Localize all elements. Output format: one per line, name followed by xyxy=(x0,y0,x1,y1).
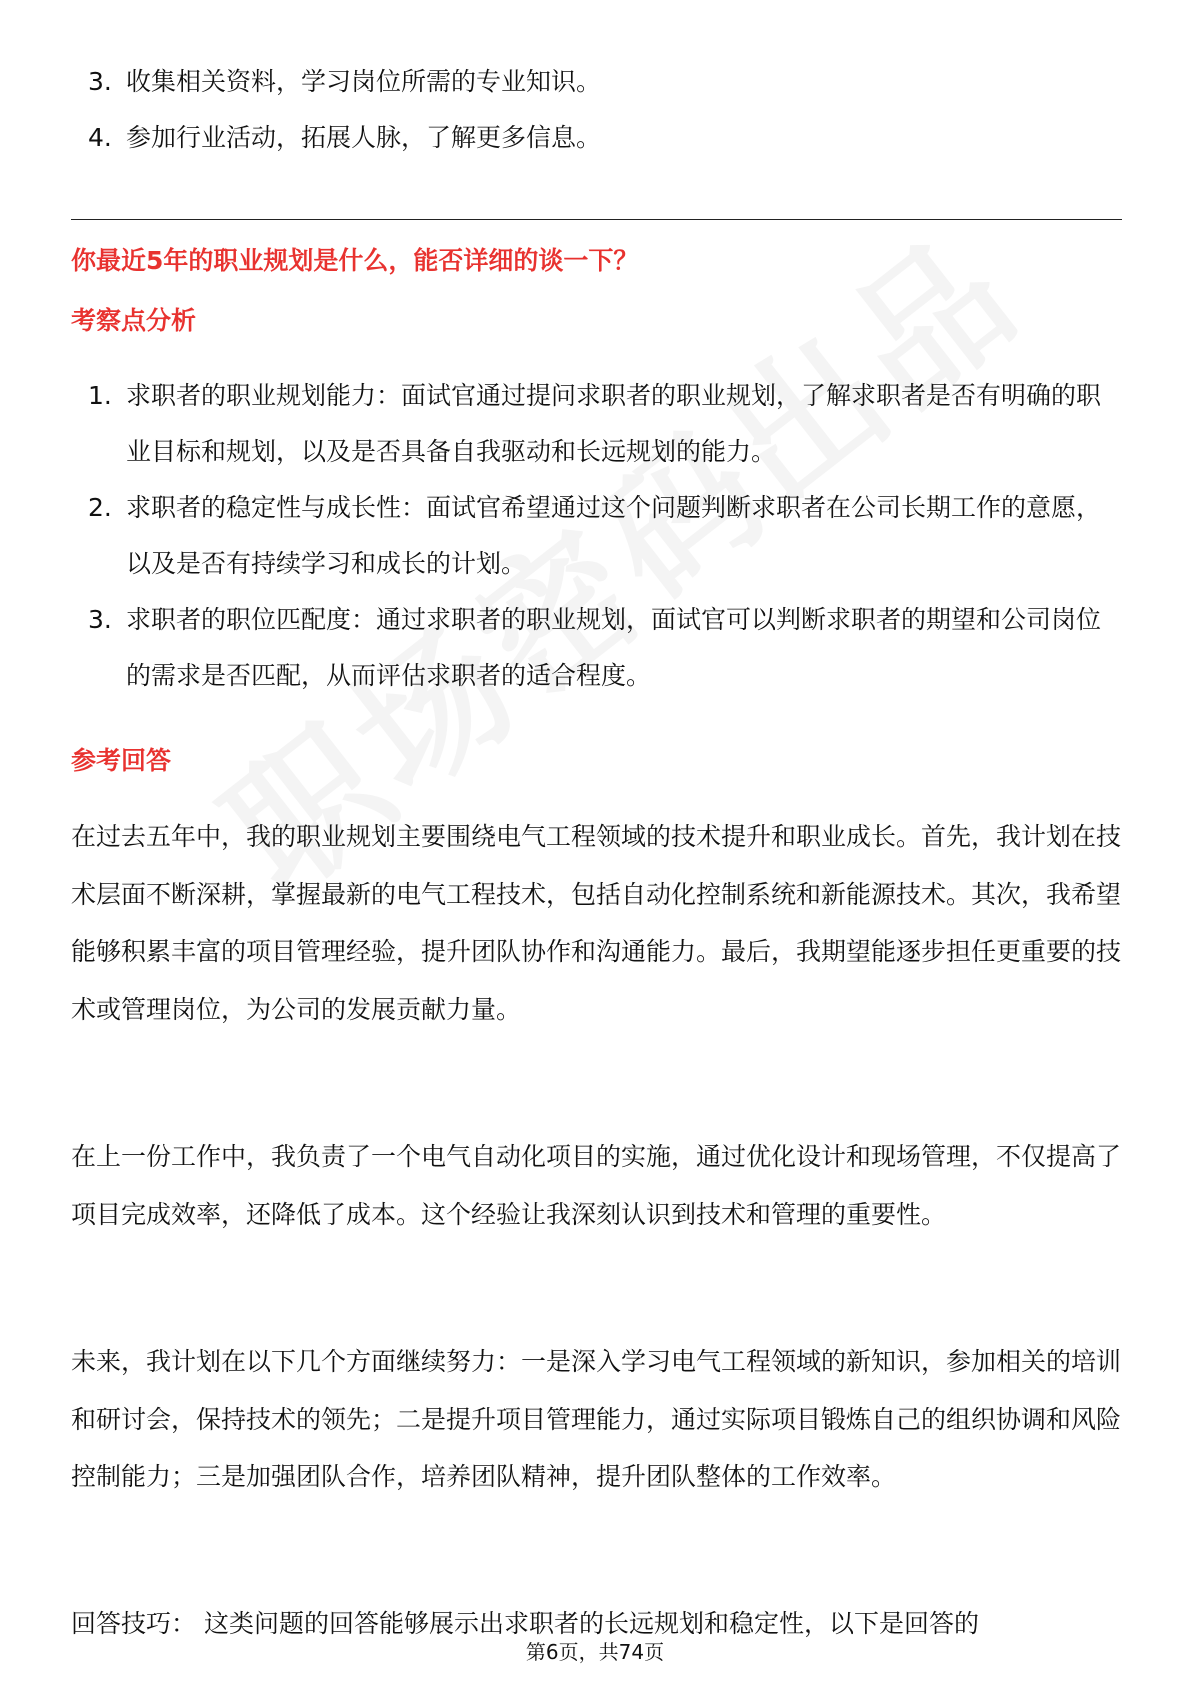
list-item-text: 参加行业活动，拓展人脉，了解更多信息。 xyxy=(126,123,602,152)
answer-tips-paragraph: 回答技巧： 这类问题的回答能够展示出求职者的长远规划和稳定性，以下是回答的 xyxy=(71,1609,979,1638)
analysis-list xyxy=(88,368,1118,704)
answer-paragraph: 在过去五年中，我的职业规划主要围绕电气工程领域的技术提升和职业成长。首先，我计划在技术层面不断深耕，掌握最新的电气工程技术，包括自动化控制系统和新能源技术。其次，我希望能够积累丰富的项目管理经验，提升团队协作和沟通能力。最后，我期望能逐步担任更重要的技术或管理岗位，为公司的发展贡献力量。 xyxy=(71,822,1122,1024)
list-item xyxy=(88,368,1118,480)
answer-heading: 参考回答 xyxy=(71,746,172,775)
list-item-number: 4. xyxy=(88,123,112,152)
list-item xyxy=(88,110,1118,166)
list-item xyxy=(88,592,1118,704)
answer-paragraph: 在上一份工作中，我负责了一个电气自动化项目的实施，通过优化设计和现场管理，不仅提高了项目完成效率，还降低了成本。这个经验让我深刻认识到技术和管理的重要性。 xyxy=(71,1142,1122,1229)
list-item-number: 2. xyxy=(88,493,112,522)
analysis-heading: 考察点分析 xyxy=(71,306,197,335)
list-item-number: 3. xyxy=(88,67,112,96)
list-item xyxy=(88,54,1118,110)
answer-paragraph: 未来，我计划在以下几个方面继续努力：一是深入学习电气工程领域的新知识，参加相关的培训和研讨会，保持技术的领先；二是提升项目管理能力，通过实际项目锻炼自己的组织协调和风险控制能力；三是加强团队合作，培养团队精神，提升团队整体的工作效率。 xyxy=(71,1347,1122,1491)
page-number: 第6页，共74页 xyxy=(525,1640,665,1664)
list-item-number: 1. xyxy=(88,381,112,410)
list-item xyxy=(88,480,1118,592)
question-heading: 你最近5年的职业规划是什么，能否详细的谈一下？ xyxy=(71,246,639,275)
section-divider xyxy=(71,219,1122,220)
list-item-number: 3. xyxy=(88,605,112,634)
list-item-text: 求职者的职位匹配度：通过求职者的职业规划，面试官可以判断求职者的期望和公司岗位的需求是否匹配，从而评估求职者的适合程度。 xyxy=(126,605,1102,690)
previous-tips-list xyxy=(88,54,1118,166)
list-item-text: 求职者的稳定性与成长性：面试官希望通过这个问题判断求职者在公司长期工作的意愿，以及是否有持续学习和成长的计划。 xyxy=(126,493,1102,578)
list-item-text: 求职者的职业规划能力：面试官通过提问求职者的职业规划，了解求职者是否有明确的职业目标和规划，以及是否具备自我驱动和长远规划的能力。 xyxy=(126,381,1102,466)
list-item-text: 收集相关资料，学习岗位所需的专业知识。 xyxy=(126,67,602,96)
